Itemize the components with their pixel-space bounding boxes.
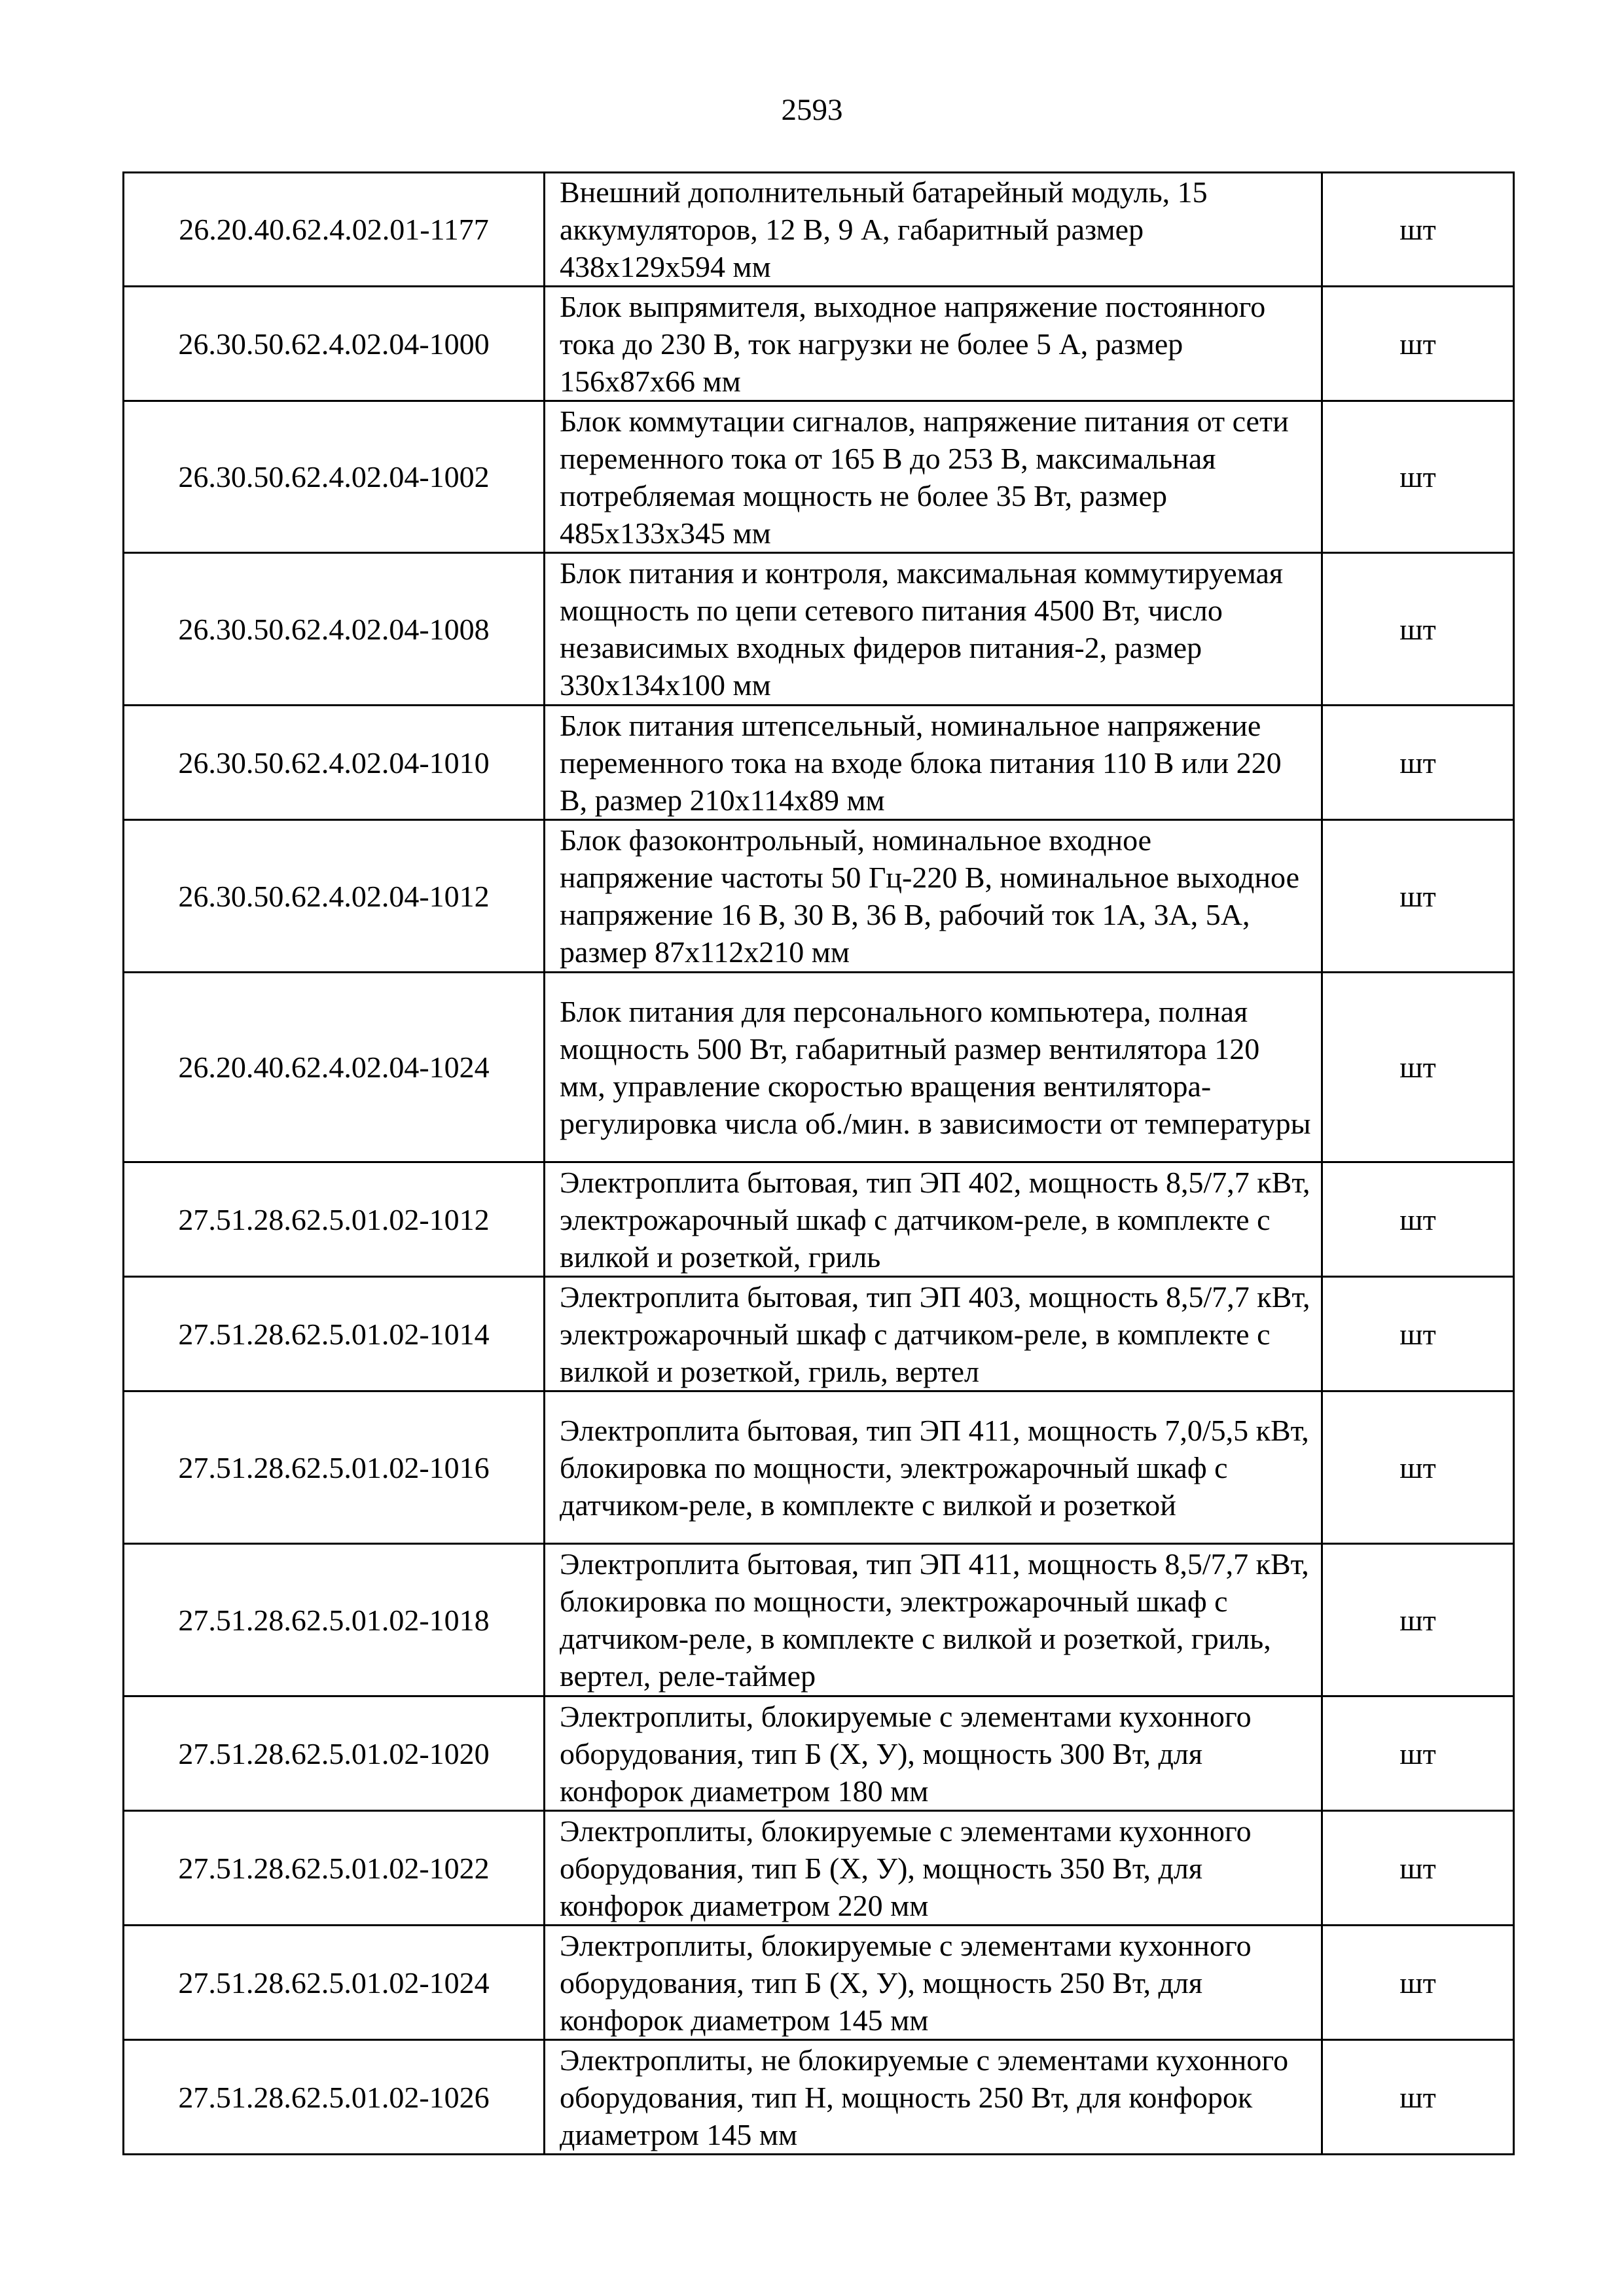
resource-description: Электроплита бытовая, тип ЭП 411, мощность 7,0/5,5 кВт, блокировка по мощности, электрожарочный шкаф с датчиком-реле, в комплекте с вилкой и розеткой bbox=[545, 1391, 1322, 1544]
table-row bbox=[124, 706, 1514, 820]
resource-code: 26.30.50.62.4.02.04-1002 bbox=[124, 401, 545, 553]
resource-description: Электроплита бытовая, тип ЭП 411, мощность 8,5/7,7 кВт, блокировка по мощности, электрожарочный шкаф с датчиком-реле, в комплекте с вилкой и розеткой, гриль, вертел, реле-таймер bbox=[545, 1544, 1322, 1696]
unit-of-measure: шт bbox=[1322, 706, 1514, 820]
resource-code: 27.51.28.62.5.01.02-1014 bbox=[124, 1277, 545, 1391]
unit-of-measure: шт bbox=[1322, 173, 1514, 287]
resource-description: Электроплиты, не блокируемые с элементами кухонного оборудования, тип Н, мощность 250 Вт, для конфорок диаметром 145 мм bbox=[545, 2040, 1322, 2155]
resource-code: 27.51.28.62.5.01.02-1020 bbox=[124, 1696, 545, 1811]
table-row bbox=[124, 1696, 1514, 1811]
resource-description: Электроплиты, блокируемые с элементами кухонного оборудования, тип Б (Х, У), мощность 300 Вт, для конфорок диаметром 180 мм bbox=[545, 1696, 1322, 1811]
resource-code: 27.51.28.62.5.01.02-1026 bbox=[124, 2040, 545, 2155]
resource-description: Блок питания и контроля, максимальная коммутируемая мощность по цепи сетевого питания 4500 Вт, число независимых входных фидеров питания-2, размер 330х134х100 мм bbox=[545, 553, 1322, 706]
resource-code: 26.20.40.62.4.02.04-1024 bbox=[124, 973, 545, 1162]
table-row bbox=[124, 1926, 1514, 2040]
resource-code: 27.51.28.62.5.01.02-1022 bbox=[124, 1811, 545, 1926]
resource-code: 26.20.40.62.4.02.01-1177 bbox=[124, 173, 545, 287]
resource-description: Электроплита бытовая, тип ЭП 402, мощность 8,5/7,7 кВт, электрожарочный шкаф с датчиком-реле, в комплекте с вилкой и розеткой, гриль bbox=[545, 1162, 1322, 1277]
resource-description: Внешний дополнительный батарейный модуль, 15 аккумуляторов, 12 В, 9 А, габаритный размер 438х129х594 мм bbox=[545, 173, 1322, 287]
resource-table bbox=[122, 171, 1515, 2155]
table-row bbox=[124, 401, 1514, 553]
unit-of-measure: шт bbox=[1322, 820, 1514, 973]
table-row bbox=[124, 287, 1514, 401]
unit-of-measure: шт bbox=[1322, 1544, 1514, 1696]
resource-description: Блок питания штепсельный, номинальное напряжение переменного тока на входе блока питания 110 В или 220 В, размер 210х114х89 мм bbox=[545, 706, 1322, 820]
page-number: 2593 bbox=[781, 93, 843, 127]
unit-of-measure: шт bbox=[1322, 1696, 1514, 1811]
resource-code: 26.30.50.62.4.02.04-1000 bbox=[124, 287, 545, 401]
unit-of-measure: шт bbox=[1322, 2040, 1514, 2155]
unit-of-measure: шт bbox=[1322, 1391, 1514, 1544]
resource-description: Блок фазоконтрольный, номинальное входное напряжение частоты 50 Гц-220 В, номинальное выходное напряжение 16 В, 30 В, 36 В, рабочий ток 1А, 3А, 5А, размер 87х112х210 мм bbox=[545, 820, 1322, 973]
resource-code: 27.51.28.62.5.01.02-1016 bbox=[124, 1391, 545, 1544]
table-row bbox=[124, 1391, 1514, 1544]
table-row bbox=[124, 973, 1514, 1162]
table-row bbox=[124, 820, 1514, 973]
resource-description: Электроплиты, блокируемые с элементами кухонного оборудования, тип Б (Х, У), мощность 350 Вт, для конфорок диаметром 220 мм bbox=[545, 1811, 1322, 1926]
unit-of-measure: шт bbox=[1322, 1926, 1514, 2040]
resource-description: Блок коммутации сигналов, напряжение питания от сети переменного тока от 165 В до 253 В, максимальная потребляемая мощность не более 35 Вт, размер 485х133х345 мм bbox=[545, 401, 1322, 553]
unit-of-measure: шт bbox=[1322, 553, 1514, 706]
resource-description: Блок выпрямителя, выходное напряжение постоянного тока до 230 В, ток нагрузки не более 5 А, размер 156х87х66 мм bbox=[545, 287, 1322, 401]
resource-code: 26.30.50.62.4.02.04-1012 bbox=[124, 820, 545, 973]
resource-description: Электроплита бытовая, тип ЭП 403, мощность 8,5/7,7 кВт, электрожарочный шкаф с датчиком-реле, в комплекте с вилкой и розеткой, гриль, вертел bbox=[545, 1277, 1322, 1391]
unit-of-measure: шт bbox=[1322, 401, 1514, 553]
unit-of-measure: шт bbox=[1322, 973, 1514, 1162]
resource-description: Электроплиты, блокируемые с элементами кухонного оборудования, тип Б (Х, У), мощность 250 Вт, для конфорок диаметром 145 мм bbox=[545, 1926, 1322, 2040]
table-row bbox=[124, 1162, 1514, 1277]
resource-code: 27.51.28.62.5.01.02-1018 bbox=[124, 1544, 545, 1696]
unit-of-measure: шт bbox=[1322, 1277, 1514, 1391]
resource-code: 27.51.28.62.5.01.02-1012 bbox=[124, 1162, 545, 1277]
resource-code: 27.51.28.62.5.01.02-1024 bbox=[124, 1926, 545, 2040]
table-row bbox=[124, 1544, 1514, 1696]
unit-of-measure: шт bbox=[1322, 1811, 1514, 1926]
resource-code: 26.30.50.62.4.02.04-1010 bbox=[124, 706, 545, 820]
unit-of-measure: шт bbox=[1322, 287, 1514, 401]
table-row bbox=[124, 173, 1514, 287]
table-row bbox=[124, 1811, 1514, 1926]
resource-description: Блок питания для персонального компьютера, полная мощность 500 Вт, габаритный размер вентилятора 120 мм, управление скоростью вращения вентилятора-регулировка числа об./мин. в зависимости от температуры bbox=[545, 973, 1322, 1162]
table-row bbox=[124, 2040, 1514, 2155]
table-row bbox=[124, 1277, 1514, 1391]
unit-of-measure: шт bbox=[1322, 1162, 1514, 1277]
table-row bbox=[124, 553, 1514, 706]
resource-code: 26.30.50.62.4.02.04-1008 bbox=[124, 553, 545, 706]
